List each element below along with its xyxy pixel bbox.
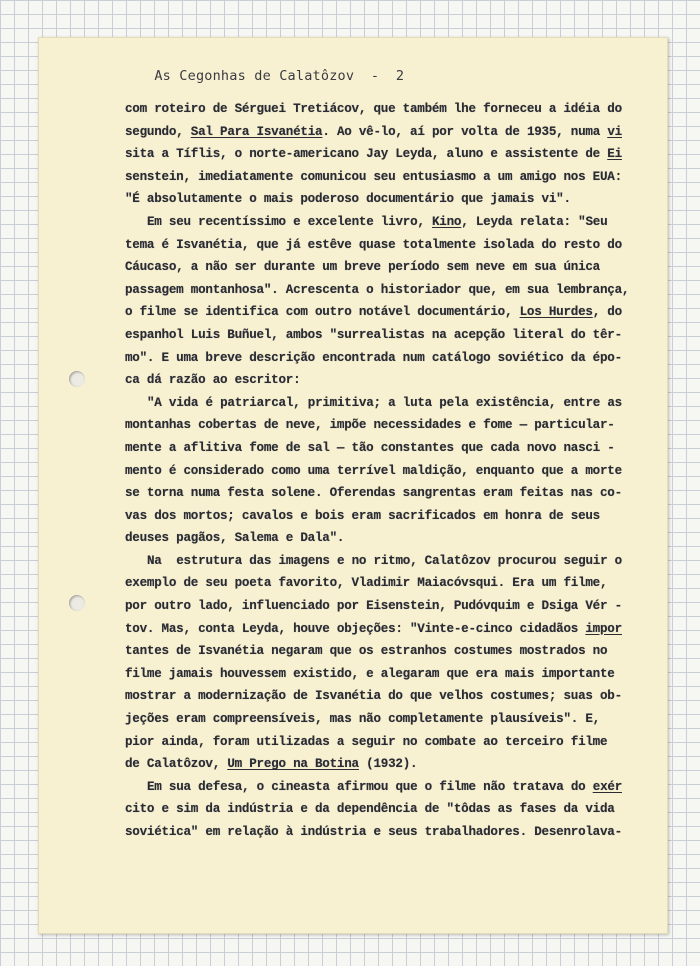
text-segment: passagem montanhosa". Acrescenta o historiador que, em sua lembrança, [125,282,630,297]
text-line [125,685,645,708]
text-segment: "É absolutamente o mais poderoso documentário que jamais vi". [125,192,571,207]
text-segment: Na estrutura das imagens e no ritmo, Calatôzov procurou seguir o [147,553,622,568]
text-line [125,776,645,799]
text-line [125,188,645,211]
text-segment: mo". E uma breve descrição encontrada num catálogo soviético da épo- [125,350,622,365]
text-line [125,301,645,324]
header-title: As Cegonhas de Calatôzov [154,68,355,84]
text-line [125,324,645,347]
text-segment: filme jamais houvessem existido, e alegaram que era mais importante [125,666,615,681]
text-line [125,731,645,754]
body-text [125,98,645,844]
text-segment: Cáucaso, a não ser durante um breve período sem neve em sua única [125,260,600,275]
text-line [125,414,645,437]
text-line [125,234,645,257]
text-segment: tov. Mas, conta Leyda, houve objeções: "Vinte-e-cinco cidadãos [125,621,586,636]
text-line [125,166,645,189]
text-line [125,121,645,144]
text-segment: mostrar a modernização de Isvanétia do que velhos costumes; suas ob- [125,689,622,704]
text-segment: Em seu recentíssimo e excelente livro, [147,214,432,229]
text-segment: . Ao vê-lo, aí por volta de 1935, numa [322,124,608,139]
text-line [125,527,645,550]
text-segment: segundo, [125,124,191,139]
text-segment: jeções eram compreensíveis, mas não completamente plausíveis". E, [125,712,600,727]
text-segment: , Leyda relata: "Seu [461,214,608,229]
text-line [125,798,645,821]
text-segment: cito e sim da indústria e da dependência de "tôdas as fases da vida [125,802,615,817]
text-line [125,572,645,595]
text-segment: espanhol Luis Buñuel, ambos "surrealistas na acepção literal do têr- [125,327,622,342]
text-segment: mento é considerado como uma terrível maldição, enquanto que a morte [125,463,622,478]
text-line [125,460,645,483]
text-line [125,211,645,234]
text-segment: se torna numa festa solene. Oferendas sangrentas eram feitas nas co- [125,486,622,501]
text-line [125,708,645,731]
text-line [125,640,645,663]
text-segment: (1932). [358,757,418,772]
text-line [125,437,645,460]
text-line [125,550,645,573]
page-number: 2 [395,68,405,84]
underlined-title: Um Prego na Botina [227,757,359,772]
text-segment: tema é Isvanétia, que já estêve quase totalmente isolada do resto do [125,237,622,252]
text-line [125,482,645,505]
text-line [125,505,645,528]
text-segment: "A vida é patriarcal, primitiva; a luta pela existência, entre as [147,395,622,410]
text-line [125,143,645,166]
page-header [121,52,404,100]
text-segment: Em sua defesa, o cineasta afirmou que o filme não tratava do [147,779,593,794]
text-line [125,369,645,392]
underlined-title: Ei [607,147,622,162]
text-segment: tantes de Isvanétia negaram que os estranhos costumes mostrados no [125,644,608,659]
text-line [125,98,645,121]
underlined-title: vi [607,124,622,139]
header-dash: - [370,68,380,84]
text-segment: , do [592,305,622,320]
text-segment: sita a Tíflis, o norte-americano Jay Leyda, aluno e assistente de [125,147,608,162]
text-segment: o filme se identifica com outro notável documentário, [125,305,520,320]
text-segment: soviética" em relação à indústria e seus trabalhadores. Desenrolava- [125,825,622,839]
punch-hole-top [69,371,85,387]
text-line [125,256,645,279]
text-line [125,753,645,776]
underlined-title: Kino [432,214,462,229]
text-line [125,595,645,618]
text-segment: montanhas cobertas de neve, impõe necessidades e fome — particular- [125,418,615,433]
underlined-title: Los Hurdes [519,305,593,320]
text-line [125,279,645,302]
underlined-title: Sal Para Isvanétia [190,124,323,139]
text-segment: vas dos mortos; cavalos e bois eram sacrificados em honra de seus [125,508,600,523]
text-segment: pior ainda, foram utilizadas a seguir no combate ao terceiro filme [125,734,608,749]
text-segment: exemplo de seu poeta favorito, Vladimir Maiacóvsqui. Era um filme, [125,576,608,591]
text-line [125,618,645,641]
text-line [125,821,645,844]
underlined-title: impor [585,621,622,636]
text-line [125,347,645,370]
text-segment: por outro lado, influenciado por Eisenstein, Pudóvquim e Dsiga Vér - [125,599,622,614]
text-segment: mente a aflitiva fome de sal — tão constantes que cada novo nasci - [125,440,615,455]
text-line [125,663,645,686]
text-segment: de Calatôzov, [125,757,228,772]
text-line [125,392,645,415]
text-segment: senstein, imediatamente comunicou seu entusiasmo a um amigo nos EUA: [125,169,622,184]
punch-hole-bottom [69,595,85,611]
text-segment: com roteiro de Sérguei Tretiácov, que também lhe forneceu a idéia do [125,102,622,116]
text-segment: ca dá razão ao escritor: [125,373,301,388]
typewritten-page [38,37,668,934]
underlined-title: exér [592,779,622,794]
text-segment: deuses pagãos, Salema e Dala". [125,531,345,546]
